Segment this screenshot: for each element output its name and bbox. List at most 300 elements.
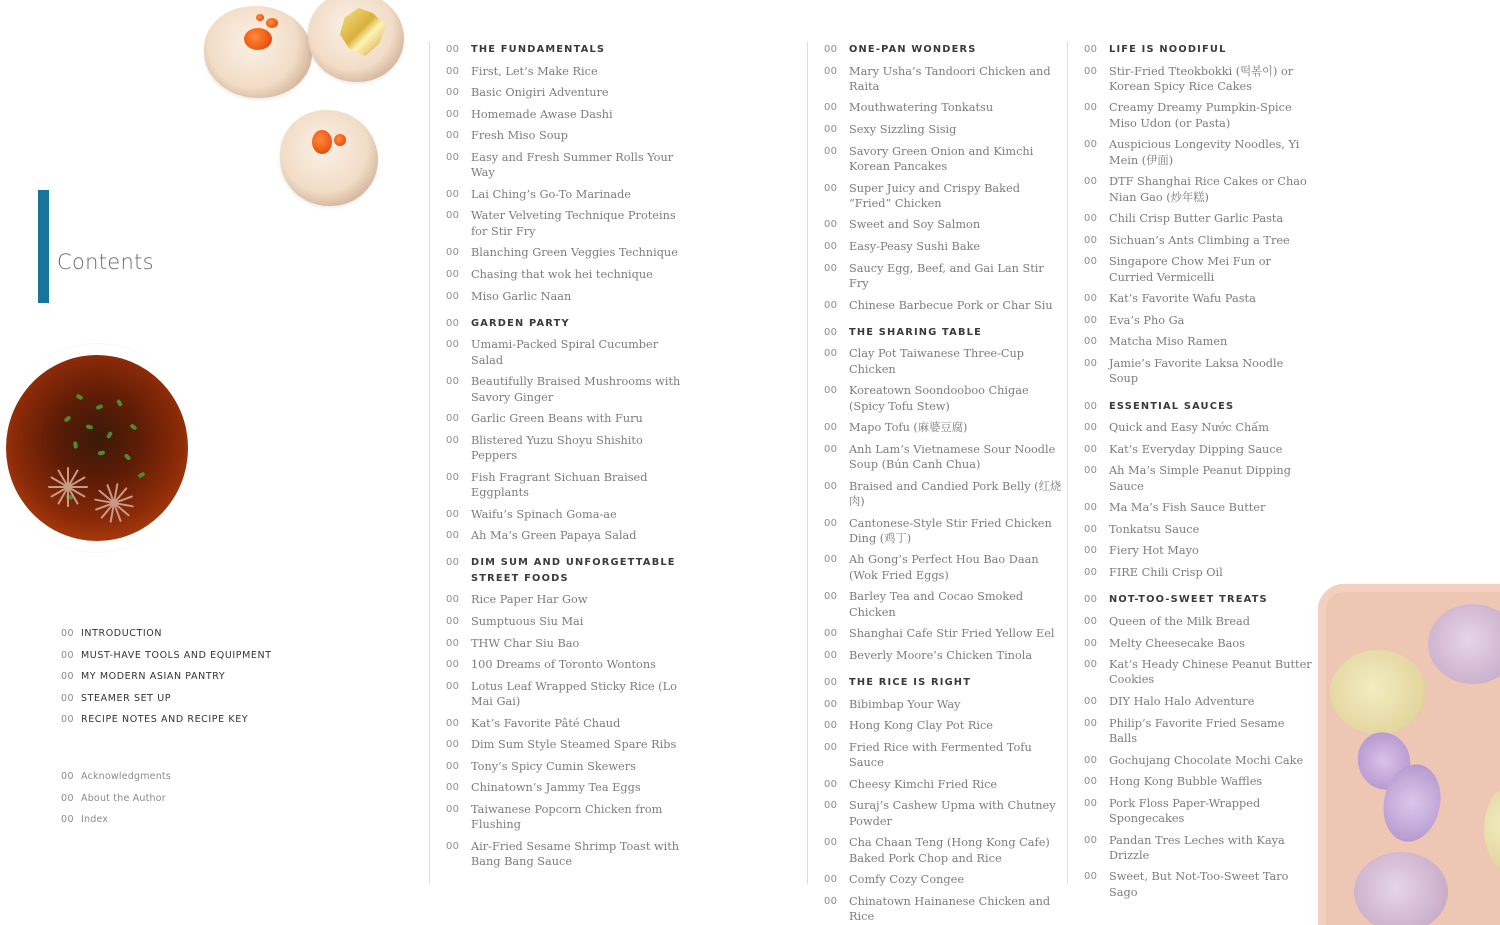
recipe-entry[interactable]: [824, 718, 1065, 733]
accent-bar: [38, 190, 49, 303]
toc-section: [1084, 592, 1317, 900]
page-number: 00: [1084, 314, 1098, 326]
recipe-title: Hong Kong Bubble Waffles: [1109, 775, 1263, 789]
recipe-title: Basic Onigiri Adventure: [471, 86, 609, 100]
recipe-entry[interactable]: [824, 217, 1065, 232]
recipe-title: Chinese Barbecue Pork or Char Siu: [849, 298, 1053, 312]
recipe-title: Garlic Green Beans with Furu: [471, 412, 643, 426]
page-number: 00: [1084, 213, 1098, 225]
page-number: 00: [446, 717, 460, 729]
toc-section: [824, 675, 1065, 924]
recipe-title: Pandan Tres Leches with Kaya Drizzle: [1109, 833, 1285, 862]
section-title: NOT-TOO-SWEET TREATS: [1109, 594, 1268, 606]
back-matter-list: [61, 771, 171, 836]
recipe-title: Sexy Sizzling Sisig: [849, 123, 957, 137]
recipe-title: Fresh Miso Soup: [471, 129, 569, 143]
recipe-title: Gochujang Chocolate Mochi Cake: [1109, 753, 1304, 767]
page-title: Contents: [57, 250, 154, 274]
page-number: 00: [446, 130, 460, 142]
recipe-entry[interactable]: [446, 128, 699, 143]
page-number: 00: [446, 760, 460, 772]
recipe-title: Auspicious Longevity Noodles, Yi Mein (伊面): [1109, 138, 1300, 167]
page-number: 00: [824, 65, 838, 77]
page-number: 00: [1084, 44, 1098, 55]
recipe-entry[interactable]: [446, 411, 699, 426]
toc-column-1: [429, 42, 699, 884]
toc-entry[interactable]: 00 MUST-HAVE TOOLS AND EQUIPMENT: [61, 649, 272, 661]
recipe-title: Tony’s Spicy Cumin Skewers: [471, 759, 636, 773]
page-number: 00: [1084, 293, 1098, 305]
star-anise-icon: [46, 465, 90, 509]
page-number: 00: [446, 471, 460, 483]
page-number: 00: [446, 210, 460, 222]
recipe-title: Easy-Peasy Sushi Bake: [849, 240, 981, 254]
section-heading[interactable]: [446, 42, 699, 57]
recipe-title: Lai Ching’s Go-To Marinade: [471, 187, 631, 201]
page-number: 00: [446, 840, 460, 852]
recipe-title: Chili Crisp Butter Garlic Pasta: [1109, 212, 1284, 226]
recipe-title: Quick and Easy Nước Chấm: [1109, 421, 1269, 435]
page-number: 00: [1084, 336, 1098, 348]
page-number: 00: [446, 65, 460, 77]
page-number: 00: [446, 557, 460, 569]
recipe-title: Ma Ma’s Fish Sauce Butter: [1109, 501, 1266, 515]
recipe-entry[interactable]: [446, 679, 699, 710]
page-number: 00: [824, 326, 838, 338]
page-number: 00: [446, 530, 460, 542]
toc-section: [446, 555, 699, 869]
page-number: 00: [446, 594, 460, 606]
recipe-title: Philip’s Favorite Fried Sesame Balls: [1109, 716, 1285, 745]
recipe-entry[interactable]: [446, 107, 699, 122]
recipe-title: Sweet, But Not-Too-Sweet Taro Sago: [1109, 870, 1289, 899]
recipe-title: Mouthwatering Tonkatsu: [849, 101, 994, 115]
recipe-entry[interactable]: [824, 516, 1065, 547]
page-number: 00: [1084, 139, 1098, 151]
recipe-entry[interactable]: [824, 872, 1065, 887]
front-matter-list: [61, 628, 272, 736]
page-number: 00: [1084, 176, 1098, 188]
recipe-entry[interactable]: [446, 374, 699, 405]
recipe-entry[interactable]: [1084, 211, 1317, 226]
recipe-entry[interactable]: [1084, 291, 1317, 306]
section-title: LIFE IS NOODIFUL: [1109, 44, 1227, 55]
recipe-entry[interactable]: [1084, 100, 1317, 131]
toc-section: [1084, 399, 1317, 581]
recipe-title: Singapore Chow Mei Fun or Curried Vermicelli: [1109, 255, 1271, 284]
page-number: 00: [1084, 637, 1098, 649]
page-number: 00: [446, 188, 460, 200]
recipe-entry[interactable]: [824, 420, 1065, 435]
page-number: 00: [824, 874, 838, 886]
page-number: 00: [1084, 422, 1098, 434]
recipe-entry[interactable]: [1084, 716, 1317, 747]
recipe-title: Cheesy Kimchi Fried Rice: [849, 777, 998, 791]
recipe-entry[interactable]: [1084, 543, 1317, 558]
recipe-entry[interactable]: [824, 740, 1065, 771]
page-number: 00: [824, 219, 838, 231]
recipe-title: Mapo Tofu (麻婆豆腐): [849, 421, 968, 435]
page-number: 00: [824, 720, 838, 732]
recipe-title: Chasing that wok hei technique: [471, 267, 653, 281]
recipe-entry[interactable]: [1084, 833, 1317, 864]
recipe-entry[interactable]: [1084, 657, 1317, 688]
page-number: 00: [824, 554, 838, 566]
page-number: 00: [824, 741, 838, 753]
page-number: 00: [1084, 754, 1098, 766]
recipe-entry[interactable]: [824, 100, 1065, 115]
section-heading[interactable]: [824, 675, 1065, 690]
toc-entry[interactable]: 00 MY MODERN ASIAN PANTRY: [61, 671, 226, 682]
section-heading[interactable]: [824, 42, 1065, 57]
recipe-title: Melty Cheesecake Baos: [1109, 636, 1245, 650]
toc-entry[interactable]: 00 RECIPE NOTES AND RECIPE KEY: [61, 714, 249, 725]
recipe-entry[interactable]: [1084, 869, 1317, 900]
page-number: 00: [446, 508, 460, 520]
recipe-title: DTF Shanghai Rice Cakes or Chao Nian Gao (炒年糕): [1109, 175, 1307, 204]
page-number: 00: [824, 145, 838, 157]
page-number: 00: [1084, 871, 1098, 883]
recipe-entry[interactable]: [824, 552, 1065, 583]
page-number: 00: [1084, 102, 1098, 114]
recipe-title: Pork Floss Paper-Wrapped Spongecakes: [1109, 796, 1261, 825]
recipe-entry[interactable]: [824, 383, 1065, 414]
page-number: 00: [824, 677, 838, 689]
recipe-entry[interactable]: [824, 894, 1065, 925]
page-number: 00: [446, 317, 460, 329]
section-title: THE SHARING TABLE: [849, 326, 982, 338]
recipe-entry[interactable]: [1084, 636, 1317, 651]
section-title: ONE-PAN WONDERS: [849, 44, 977, 55]
toc-entry[interactable]: 00 STEAMER SET UP: [61, 692, 172, 704]
recipe-title: Beautifully Braised Mushrooms with Savory Ginger: [471, 375, 681, 404]
recipe-entry[interactable]: [446, 208, 699, 239]
page-number: 00: [1084, 834, 1098, 846]
section-heading[interactable]: [1084, 592, 1317, 607]
recipe-entry[interactable]: [446, 636, 699, 651]
page-number: 00: [824, 262, 838, 274]
recipe-entry[interactable]: [824, 798, 1065, 829]
page-number: 00: [1084, 615, 1098, 627]
steamed-bao-tray-image: [1318, 584, 1500, 925]
recipe-entry[interactable]: [824, 442, 1065, 473]
recipe-entry[interactable]: [1084, 233, 1317, 248]
recipe-entry[interactable]: [1084, 774, 1317, 789]
page-number: 00: [446, 268, 460, 280]
recipe-entry[interactable]: [824, 589, 1065, 620]
recipe-entry[interactable]: [446, 528, 699, 543]
recipe-title: Suraj’s Cashew Upma with Chutney Powder: [849, 799, 1056, 828]
page-number: 00: [1084, 443, 1098, 455]
page-number: 00: [1084, 502, 1098, 514]
toc-section: [446, 316, 699, 544]
recipe-entry[interactable]: [446, 337, 699, 368]
page-number: 00: [824, 895, 838, 907]
toc-entry[interactable]: 00 INTRODUCTION: [61, 628, 163, 639]
page-number: 00: [446, 247, 460, 259]
page-number: 00: [446, 637, 460, 649]
page-number: 00: [446, 290, 460, 302]
recipe-title: Queen of the Milk Bread: [1109, 614, 1251, 628]
page-number: 00: [824, 443, 838, 455]
section-title: THE FUNDAMENTALS: [471, 44, 606, 55]
recipe-entry[interactable]: [1084, 64, 1317, 95]
page-number: 00: [1084, 400, 1098, 412]
recipe-entry[interactable]: [446, 187, 699, 202]
page-number: 00: [1084, 545, 1098, 557]
recipe-entry[interactable]: [446, 289, 699, 304]
recipe-entry[interactable]: [1084, 796, 1317, 827]
recipe-title: FIRE Chili Crisp Oil: [1109, 566, 1223, 580]
recipe-entry[interactable]: [446, 839, 699, 870]
dipping-sauce-bowl-image: [0, 343, 200, 553]
recipe-title: Shanghai Cafe Stir Fried Yellow Eel: [849, 627, 1055, 641]
page-number: 00: [824, 837, 838, 849]
page-number: 00: [1084, 65, 1098, 77]
page-number: 00: [1084, 594, 1098, 606]
recipe-title: THW Char Siu Bao: [471, 636, 580, 650]
recipe-title: First, Let’s Make Rice: [471, 64, 598, 78]
recipe-title: Lotus Leaf Wrapped Sticky Rice (Lo Mai Gai): [471, 679, 677, 709]
recipe-title: Ah Ma’s Green Papaya Salad: [471, 529, 637, 543]
recipe-entry[interactable]: [446, 759, 699, 774]
recipe-entry[interactable]: [824, 144, 1065, 175]
page-number: 00: [446, 615, 460, 627]
recipe-entry[interactable]: [446, 470, 699, 501]
recipe-entry[interactable]: [446, 245, 699, 260]
recipe-title: Easy and Fresh Summer Rolls Your Way: [471, 150, 674, 180]
recipe-title: Rice Paper Har Gow: [471, 593, 588, 607]
recipe-title: Barley Tea and Cocao Smoked Chicken: [849, 590, 1024, 619]
recipe-title: Koreatown Soondooboo Chigae (Spicy Tofu Stew): [849, 384, 1029, 413]
recipe-entry[interactable]: [446, 592, 699, 607]
page-number: 00: [824, 698, 838, 710]
page-number: 00: [824, 800, 838, 812]
recipe-title: Chinatown Hainanese Chicken and Rice: [849, 894, 1051, 924]
recipe-title: Saucy Egg, Beef, and Gai Lan Stir Fry: [849, 261, 1044, 290]
page-number: 00: [446, 659, 460, 671]
page-number: 00: [824, 591, 838, 603]
page-number: 00: [1084, 567, 1098, 579]
recipe-entry[interactable]: [1084, 463, 1317, 494]
page-number: 00: [824, 241, 838, 253]
page-number: 00: [824, 124, 838, 136]
recipe-title: Water Velveting Technique Proteins for Stir Fry: [471, 209, 676, 238]
recipe-entry[interactable]: [446, 507, 699, 522]
recipe-title: DIY Halo Halo Adventure: [1109, 695, 1255, 709]
section-heading[interactable]: [1084, 42, 1317, 57]
recipe-title: Blistered Yuzu Shoyu Shishito Peppers: [471, 433, 643, 463]
recipe-title: Miso Garlic Naan: [471, 289, 572, 303]
page-number: 00: [824, 385, 838, 397]
recipe-title: Kat’s Everyday Dipping Sauce: [1109, 442, 1283, 456]
star-anise-icon: [92, 481, 136, 525]
recipe-entry[interactable]: [446, 780, 699, 795]
recipe-title: Bibimbap Your Way: [849, 697, 961, 711]
recipe-title: Braised and Candied Pork Belly (红烧肉): [849, 479, 1062, 508]
recipe-entry[interactable]: [1084, 313, 1317, 328]
recipe-title: Cantonese-Style Stir Fried Chicken Ding (鸡丁): [849, 516, 1052, 545]
recipe-entry[interactable]: [824, 261, 1065, 292]
page-number: 00: [1084, 717, 1098, 729]
recipe-entry[interactable]: [824, 298, 1065, 313]
recipe-title: Super Juicy and Crispy Baked “Fried” Chicken: [849, 181, 1020, 210]
recipe-title: Comfy Cozy Congee: [849, 873, 965, 887]
page-number: 00: [824, 778, 838, 790]
recipe-entry[interactable]: [1084, 137, 1317, 168]
recipe-title: Sichuan’s Ants Climbing a Tree: [1109, 233, 1290, 247]
recipe-entry[interactable]: [446, 737, 699, 752]
recipe-title: Ah Ma’s Simple Peanut Dipping Sauce: [1109, 464, 1291, 493]
recipe-title: Blanching Green Veggies Technique: [471, 246, 678, 260]
page-number: 00: [446, 680, 460, 692]
section-heading[interactable]: [446, 555, 699, 586]
page-number: 00: [1084, 256, 1098, 268]
toc-column-3: [1067, 42, 1317, 899]
recipe-title: Hong Kong Clay Pot Rice: [849, 719, 993, 733]
recipe-entry[interactable]: [1084, 500, 1317, 515]
recipe-title: Kat’s Favorite Wafu Pasta: [1109, 292, 1256, 306]
section-title: THE RICE IS RIGHT: [849, 677, 972, 689]
page-number: 00: [446, 87, 460, 99]
section-title: ESSENTIAL SAUCES: [1109, 400, 1235, 412]
recipe-entry[interactable]: [1084, 356, 1317, 387]
toc-section: [824, 325, 1065, 663]
recipe-entry[interactable]: [824, 626, 1065, 641]
page-number: 00: [446, 376, 460, 388]
toc-section: [824, 42, 1065, 313]
recipe-title: Beverly Moore’s Chicken Tinola: [849, 648, 1033, 662]
recipe-title: Ah Gong’s Perfect Hou Bao Daan (Wok Fried Eggs): [849, 553, 1039, 582]
recipe-entry[interactable]: [1084, 614, 1317, 629]
page-number: 00: [1084, 465, 1098, 477]
page-number: 00: [824, 299, 838, 311]
recipe-entry[interactable]: [1084, 565, 1317, 580]
recipe-entry[interactable]: [824, 181, 1065, 212]
page-number: 00: [1084, 696, 1098, 708]
section-heading[interactable]: [824, 325, 1065, 340]
recipe-title: Dim Sum Style Steamed Spare Ribs: [471, 738, 677, 752]
toc-entry[interactable]: 00 About the Author: [61, 792, 166, 804]
recipe-entry[interactable]: [446, 150, 699, 181]
recipe-entry[interactable]: [446, 614, 699, 629]
recipe-entry[interactable]: [446, 802, 699, 833]
recipe-title: Cha Chaan Teng (Hong Kong Cafe) Baked Pork Chop and Rice: [849, 836, 1050, 865]
recipe-entry[interactable]: [1084, 522, 1317, 537]
page-number: 00: [446, 804, 460, 815]
recipe-title: Homemade Awase Dashi: [471, 107, 613, 121]
page-number: 00: [824, 517, 838, 529]
recipe-entry[interactable]: [1084, 694, 1317, 709]
page-number: 00: [1084, 523, 1098, 535]
section-title: GARDEN PARTY: [471, 317, 570, 329]
section-title: DIM SUM AND UNFORGETTABLE STREET FOODS: [471, 557, 676, 584]
toc-column-2: [807, 42, 1065, 924]
recipe-entry[interactable]: [1084, 254, 1317, 285]
recipe-entry[interactable]: [1084, 174, 1317, 205]
recipe-title: Fiery Hot Mayo: [1109, 544, 1199, 558]
recipe-title: Savory Green Onion and Kimchi Korean Pancakes: [849, 144, 1034, 173]
recipe-title: Eva’s Pho Ga: [1109, 313, 1185, 327]
toc-entry[interactable]: 00 Acknowledgments: [61, 771, 171, 782]
recipe-title: Sweet and Soy Salmon: [849, 218, 981, 232]
page-number: 00: [446, 151, 460, 163]
page-number: 00: [446, 434, 460, 446]
recipe-title: Matcha Miso Ramen: [1109, 335, 1228, 349]
page-number: 00: [446, 782, 460, 794]
page-number: 00: [824, 44, 838, 55]
recipe-entry[interactable]: [446, 716, 699, 731]
recipe-title: Jamie’s Favorite Laksa Noodle Soup: [1109, 357, 1284, 386]
recipe-title: Fish Fragrant Sichuan Braised Eggplants: [471, 470, 648, 499]
page-number: 00: [446, 44, 460, 55]
recipe-title: Fried Rice with Fermented Tofu Sauce: [849, 740, 1032, 770]
page-number: 00: [446, 108, 460, 120]
page-number: 00: [446, 739, 460, 751]
recipe-title: Chinatown’s Jammy Tea Eggs: [471, 781, 641, 795]
recipe-title: Umami-Packed Spiral Cucumber Salad: [471, 338, 659, 367]
recipe-title: 100 Dreams of Toronto Wontons: [471, 658, 656, 672]
recipe-entry[interactable]: [824, 346, 1065, 377]
section-heading[interactable]: [446, 316, 699, 331]
recipe-title: Waifu’s Spinach Goma-ae: [471, 507, 617, 521]
recipe-title: Taiwanese Popcorn Chicken from Flushing: [471, 803, 663, 832]
recipe-title: Air-Fried Sesame Shrimp Toast with Bang Bang Sauce: [471, 839, 680, 869]
page-number: 00: [1084, 797, 1098, 809]
page-number: 00: [1084, 358, 1098, 370]
page-number: 00: [824, 422, 838, 434]
recipe-entry[interactable]: [1084, 420, 1317, 435]
toc-entry[interactable]: 00 Index: [61, 814, 109, 825]
recipe-title: Kat’s Heady Chinese Peanut Butter Cookies: [1109, 658, 1312, 687]
recipe-entry[interactable]: [446, 267, 699, 282]
recipe-entry[interactable]: [824, 122, 1065, 137]
recipe-entry[interactable]: [824, 697, 1065, 712]
section-heading[interactable]: [1084, 399, 1317, 414]
page-number: 00: [446, 339, 460, 351]
page-number: 00: [824, 480, 838, 492]
page-number: 00: [824, 102, 838, 114]
recipe-entry[interactable]: [1084, 334, 1317, 349]
page-number: 00: [1084, 659, 1098, 671]
recipe-entry[interactable]: [446, 85, 699, 100]
recipe-title: Kat’s Favorite Pâté Chaud: [471, 716, 621, 730]
page-number: 00: [824, 649, 838, 661]
recipe-entry[interactable]: [824, 479, 1065, 510]
recipe-entry[interactable]: [446, 64, 699, 79]
recipe-title: Stir-Fried Tteokbokki (떡볶이) or Korean Spicy Rice Cakes: [1109, 64, 1294, 93]
recipe-entry[interactable]: [824, 777, 1065, 792]
page-number: 00: [1084, 234, 1098, 246]
siu-mai-dumplings-image: [200, 0, 410, 210]
page-number: 00: [824, 348, 838, 360]
recipe-title: Tonkatsu Sauce: [1109, 522, 1200, 536]
page-number: 00: [824, 182, 838, 194]
toc-section: [1084, 42, 1317, 387]
recipe-entry[interactable]: [446, 657, 699, 672]
recipe-entry[interactable]: [824, 64, 1065, 95]
recipe-title: Anh Lam’s Vietnamese Sour Noodle Soup (Bún Canh Chua): [849, 442, 1056, 472]
recipe-entry[interactable]: [1084, 753, 1317, 768]
recipe-title: Sumptuous Siu Mai: [471, 614, 584, 628]
recipe-entry[interactable]: [824, 648, 1065, 663]
recipe-entry[interactable]: [1084, 442, 1317, 457]
recipe-title: Clay Pot Taiwanese Three-Cup Chicken: [849, 347, 1025, 376]
recipe-entry[interactable]: [824, 835, 1065, 866]
recipe-entry[interactable]: [446, 433, 699, 464]
recipe-entry[interactable]: [824, 239, 1065, 254]
recipe-title: Creamy Dreamy Pumpkin-Spice Miso Udon (or Pasta): [1109, 101, 1292, 130]
